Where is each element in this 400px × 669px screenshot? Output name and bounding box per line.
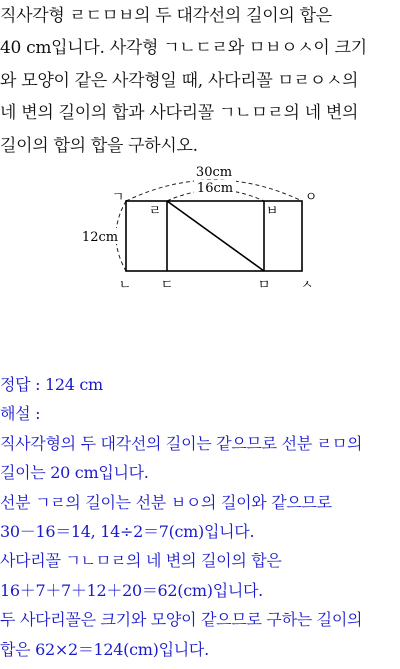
answer-line: 두 사다리꼴은 크기와 모양이 같으므로 구하는 길이의 xyxy=(0,610,363,630)
vertex-label-r: ㄹ xyxy=(148,204,162,219)
vertex-label-s: ㅅ xyxy=(300,278,314,293)
answer-line: 길이는 20 cm입니다. xyxy=(0,463,149,483)
answer-line: 직사각형의 두 대각선의 길이는 같으므로 선분 ㄹㅁ의 xyxy=(0,433,363,453)
label-16cm: 16cm xyxy=(196,181,234,196)
label-12cm: 12cm xyxy=(81,230,119,245)
problem-line: 40 cm입니다. 사각형 ㄱㄴㄷㄹ와 ㅁㅂㅇㅅ이 크기 xyxy=(0,38,367,59)
answer-line: 선분 ㄱㄹ의 길이는 선분 ㅂㅇ의 길이와 같으므로 xyxy=(0,492,332,512)
label-30cm: 30cm xyxy=(195,165,233,180)
answer-line: 해설 : xyxy=(0,404,41,424)
problem-text xyxy=(0,0,396,162)
answer-explanation xyxy=(0,370,400,664)
problem-line: 네 변의 길이의 합과 사다리꼴 ㄱㄴㅁㄹ의 네 변의 xyxy=(0,103,359,124)
vertex-label-d: ㄷ xyxy=(160,278,174,293)
geometry-figure xyxy=(76,163,336,295)
vertex-label-m: ㅁ xyxy=(257,278,271,293)
vertex-label-g: ㄱ xyxy=(111,190,125,205)
answer-line: 합은 62×2＝124(cm)입니다. xyxy=(0,639,209,659)
answer-line: 30－16＝14, 14÷2＝7(cm)입니다. xyxy=(0,521,255,541)
problem-line: 직사각형 ㄹㄷㅁㅂ의 두 대각선의 길이의 합은 xyxy=(0,6,332,26)
answer-line: 16＋7＋7＋12＋20＝62(cm)입니다. xyxy=(0,580,263,600)
diagonal-r-m xyxy=(167,201,264,271)
vertex-label-b: ㅂ xyxy=(265,204,279,219)
problem-line: 와 모양이 같은 사각형일 때, 사다리꼴 ㅁㄹㅇㅅ의 xyxy=(0,70,359,91)
answer-line: 사다리꼴 ㄱㄴㅁㄹ의 네 변의 길이의 합은 xyxy=(0,551,282,571)
vertex-label-o: ㅇ xyxy=(304,190,318,205)
answer-line: 정답 : 124 cm xyxy=(0,375,103,394)
problem-line: 길이의 합의 합을 구하시오. xyxy=(0,135,198,156)
vertex-label-n: ㄴ xyxy=(118,278,132,293)
